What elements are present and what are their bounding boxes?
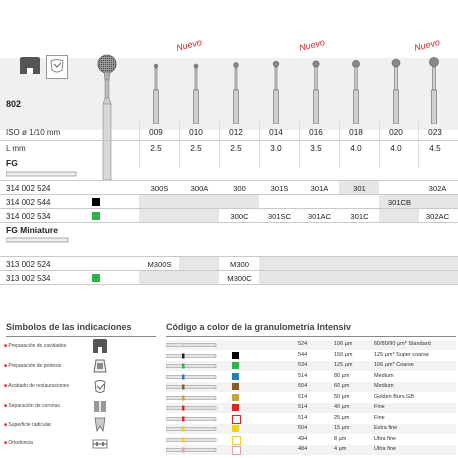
length-value: 4.5 — [429, 144, 441, 153]
length-value: 2.5 — [190, 144, 202, 153]
grit-description: Medium — [374, 372, 394, 379]
ref-cell: M300 — [230, 260, 249, 269]
length-value: 4.0 — [350, 144, 362, 153]
large-bur-illustration — [95, 52, 119, 182]
iso-value: 020 — [389, 128, 403, 137]
indication-item: ■ Separación de coronas — [4, 403, 60, 409]
indication-item: ■ Superficie radicular — [4, 422, 52, 428]
bur-shank-icon — [166, 362, 218, 370]
ref-cell: 301SC — [267, 212, 292, 221]
bur-shank-icon — [166, 415, 218, 423]
grit-row — [166, 435, 456, 445]
grit-code: 534 — [298, 362, 308, 368]
bur-shank-icon — [166, 373, 218, 381]
ref-cell: 302AC — [425, 212, 450, 221]
grit-size: 80 µm — [334, 372, 350, 379]
grit-swatch-green — [92, 212, 100, 220]
indication-item: ■ Preparación de prótesis — [4, 363, 62, 369]
nuevo-badge: Nuevo — [413, 37, 441, 53]
bur-size-illustrations — [140, 52, 458, 124]
grit-code: 524 — [298, 341, 308, 347]
grit-swatch — [232, 362, 239, 369]
grit-size: 25 µm — [334, 414, 350, 421]
ref-cell: 301 — [353, 184, 366, 193]
order-code: 314 002 534 — [6, 212, 51, 221]
ref-cell: 302A — [428, 184, 447, 193]
prosthesis-preparation-icon — [92, 358, 108, 374]
grit-row — [166, 445, 456, 455]
indication-label: Superficie radicular — [8, 422, 52, 428]
empty-cell — [259, 257, 458, 270]
grit-size: 60 µm — [334, 383, 350, 389]
bur-shank-icon — [166, 404, 218, 412]
grit-code: 514 — [298, 404, 308, 410]
indication-label: Preparación de prótesis — [8, 363, 62, 369]
grit-code: 484 — [298, 446, 308, 452]
grit-row — [166, 372, 456, 382]
iso-value: 010 — [189, 128, 203, 137]
cavity-preparation-icon — [18, 56, 42, 76]
iso-value: 016 — [309, 128, 323, 137]
iso-value: 012 — [229, 128, 243, 137]
ref-cell: 301C — [350, 212, 369, 221]
grit-row — [166, 382, 456, 392]
length-value: 3.0 — [270, 144, 282, 153]
grit-swatch — [232, 415, 241, 424]
symbols-section-title: Símbolos de las indicaciones — [6, 322, 132, 332]
length-label: L mm — [6, 144, 26, 153]
length-value: 3.5 — [310, 144, 322, 153]
grit-code: 544 — [298, 351, 308, 358]
order-code: 313 002 534 — [6, 274, 51, 283]
ref-cell: 300A — [190, 184, 209, 193]
grit-swatch-green — [92, 274, 100, 282]
divider — [6, 336, 156, 337]
empty-cell — [139, 195, 259, 208]
grit-row — [166, 351, 456, 361]
grit-swatch — [232, 394, 239, 401]
divider — [0, 180, 458, 181]
grit-size: 15 µm — [334, 425, 350, 431]
grit-swatch-black — [92, 198, 100, 206]
grit-size: 40 µm — [334, 404, 350, 410]
ref-cell: 301AC — [307, 212, 332, 221]
empty-cell — [179, 257, 219, 270]
grit-code: 504 — [298, 425, 308, 431]
nuevo-badge: Nuevo — [175, 37, 203, 53]
nuevo-badge: Nuevo — [298, 37, 326, 53]
iso-value: 018 — [349, 128, 363, 137]
cavity-preparation-icon — [92, 338, 108, 354]
divider — [166, 336, 456, 337]
grit-description: Ultra fine — [374, 435, 397, 442]
grit-description: Extra fine — [374, 425, 398, 431]
grit-size: 150 µm — [334, 351, 353, 358]
ref-cell: 301CB — [387, 198, 412, 207]
ref-cell: 301A — [310, 184, 329, 193]
bur-shank-icon — [166, 425, 218, 433]
bur-shank-icon — [166, 446, 218, 454]
ref-cell: 300S — [150, 184, 169, 193]
bur-shank-icon — [166, 436, 218, 444]
length-value: 2.5 — [230, 144, 242, 153]
indication-label: Acabado de restauraciones — [8, 383, 70, 389]
grit-code: 514 — [298, 414, 308, 421]
fg-miniature-shank-icon — [6, 236, 72, 244]
indication-item: ■ Preparación de cavidades — [4, 343, 67, 349]
fg-miniature-section-title: FG Miniature — [6, 225, 58, 235]
divider — [0, 222, 458, 223]
crown-separation-icon — [92, 398, 108, 414]
grit-row — [166, 393, 456, 403]
grit-size: 125 µm — [334, 362, 353, 368]
grit-swatch — [232, 352, 239, 359]
indication-label: Ortodoncia — [8, 440, 33, 446]
grit-description: Golden Burs GB — [374, 393, 415, 400]
grit-swatch — [232, 425, 239, 432]
order-code: 313 002 524 — [6, 260, 51, 269]
length-value: 2.5 — [150, 144, 162, 153]
indication-item: ■ Ortodoncia — [4, 440, 33, 446]
ref-cell: 301S — [270, 184, 289, 193]
indication-label: Separación de coronas — [8, 403, 60, 409]
restoration-finishing-icon — [92, 378, 108, 394]
divider — [0, 284, 458, 285]
ref-cell: M300C — [227, 274, 252, 283]
iso-value: 009 — [149, 128, 163, 137]
iso-label: ISO ø 1/10 mm — [6, 128, 61, 137]
divider — [0, 140, 458, 141]
model-number: 802 — [6, 99, 22, 109]
grit-description: 60/80/90 µm* Standard — [374, 341, 431, 347]
grit-row — [166, 414, 456, 424]
iso-value: 023 — [428, 128, 442, 137]
order-code: 314 002 544 — [6, 198, 51, 207]
root-surface-icon — [92, 416, 108, 432]
grit-swatch — [232, 436, 241, 445]
empty-cell — [139, 271, 219, 284]
bur-shank-icon — [166, 341, 218, 349]
grit-size: 50 µm — [334, 393, 350, 400]
grit-size: 8 µm — [334, 435, 347, 442]
length-value: 4.0 — [390, 144, 402, 153]
grit-description: Fine — [374, 404, 385, 410]
grit-row — [166, 340, 456, 350]
empty-cell — [379, 209, 419, 222]
ref-cell: 300 — [233, 184, 246, 193]
grit-code: 514 — [298, 393, 308, 400]
ref-cell: 300C — [230, 212, 249, 221]
grit-description: 125 µm* Super coarse — [374, 351, 429, 358]
grit-description: Fine — [374, 414, 385, 421]
grit-description: Medium — [374, 383, 394, 389]
grit-color-code-title: Código a color de la granulometría Intensiv — [166, 322, 352, 332]
orthodontics-icon — [92, 436, 108, 452]
grit-row — [166, 403, 456, 413]
empty-cell — [139, 209, 219, 222]
order-code: 314 002 524 — [6, 184, 51, 193]
grit-description: 106 µm* Coarse — [374, 362, 414, 368]
grit-description: Ultra fine — [374, 446, 397, 452]
grit-swatch — [232, 404, 239, 411]
fg-section-title: FG — [6, 158, 18, 168]
iso-value: 014 — [269, 128, 283, 137]
grit-code: 494 — [298, 435, 308, 442]
bur-shank-icon — [166, 394, 218, 402]
grit-swatch — [232, 446, 241, 455]
grit-swatch — [232, 341, 239, 348]
quality-seal-icon — [46, 55, 68, 79]
grit-row — [166, 361, 456, 371]
grit-code: 504 — [298, 383, 308, 389]
empty-cell — [259, 271, 458, 284]
indication-item: ■ Acabado de restauraciones — [4, 383, 70, 389]
ref-cell: M300S — [147, 260, 172, 269]
grit-size: 106 µm — [334, 341, 353, 347]
grit-swatch — [232, 373, 239, 380]
bur-shank-icon — [166, 352, 218, 360]
indication-label: Preparación de cavidades — [8, 343, 67, 349]
grit-swatch — [232, 383, 239, 390]
grit-code: 514 — [298, 372, 308, 379]
fg-shank-icon — [6, 170, 78, 178]
grit-row — [166, 424, 456, 434]
bur-shank-icon — [166, 383, 218, 391]
grit-size: 4 µm — [334, 446, 347, 452]
